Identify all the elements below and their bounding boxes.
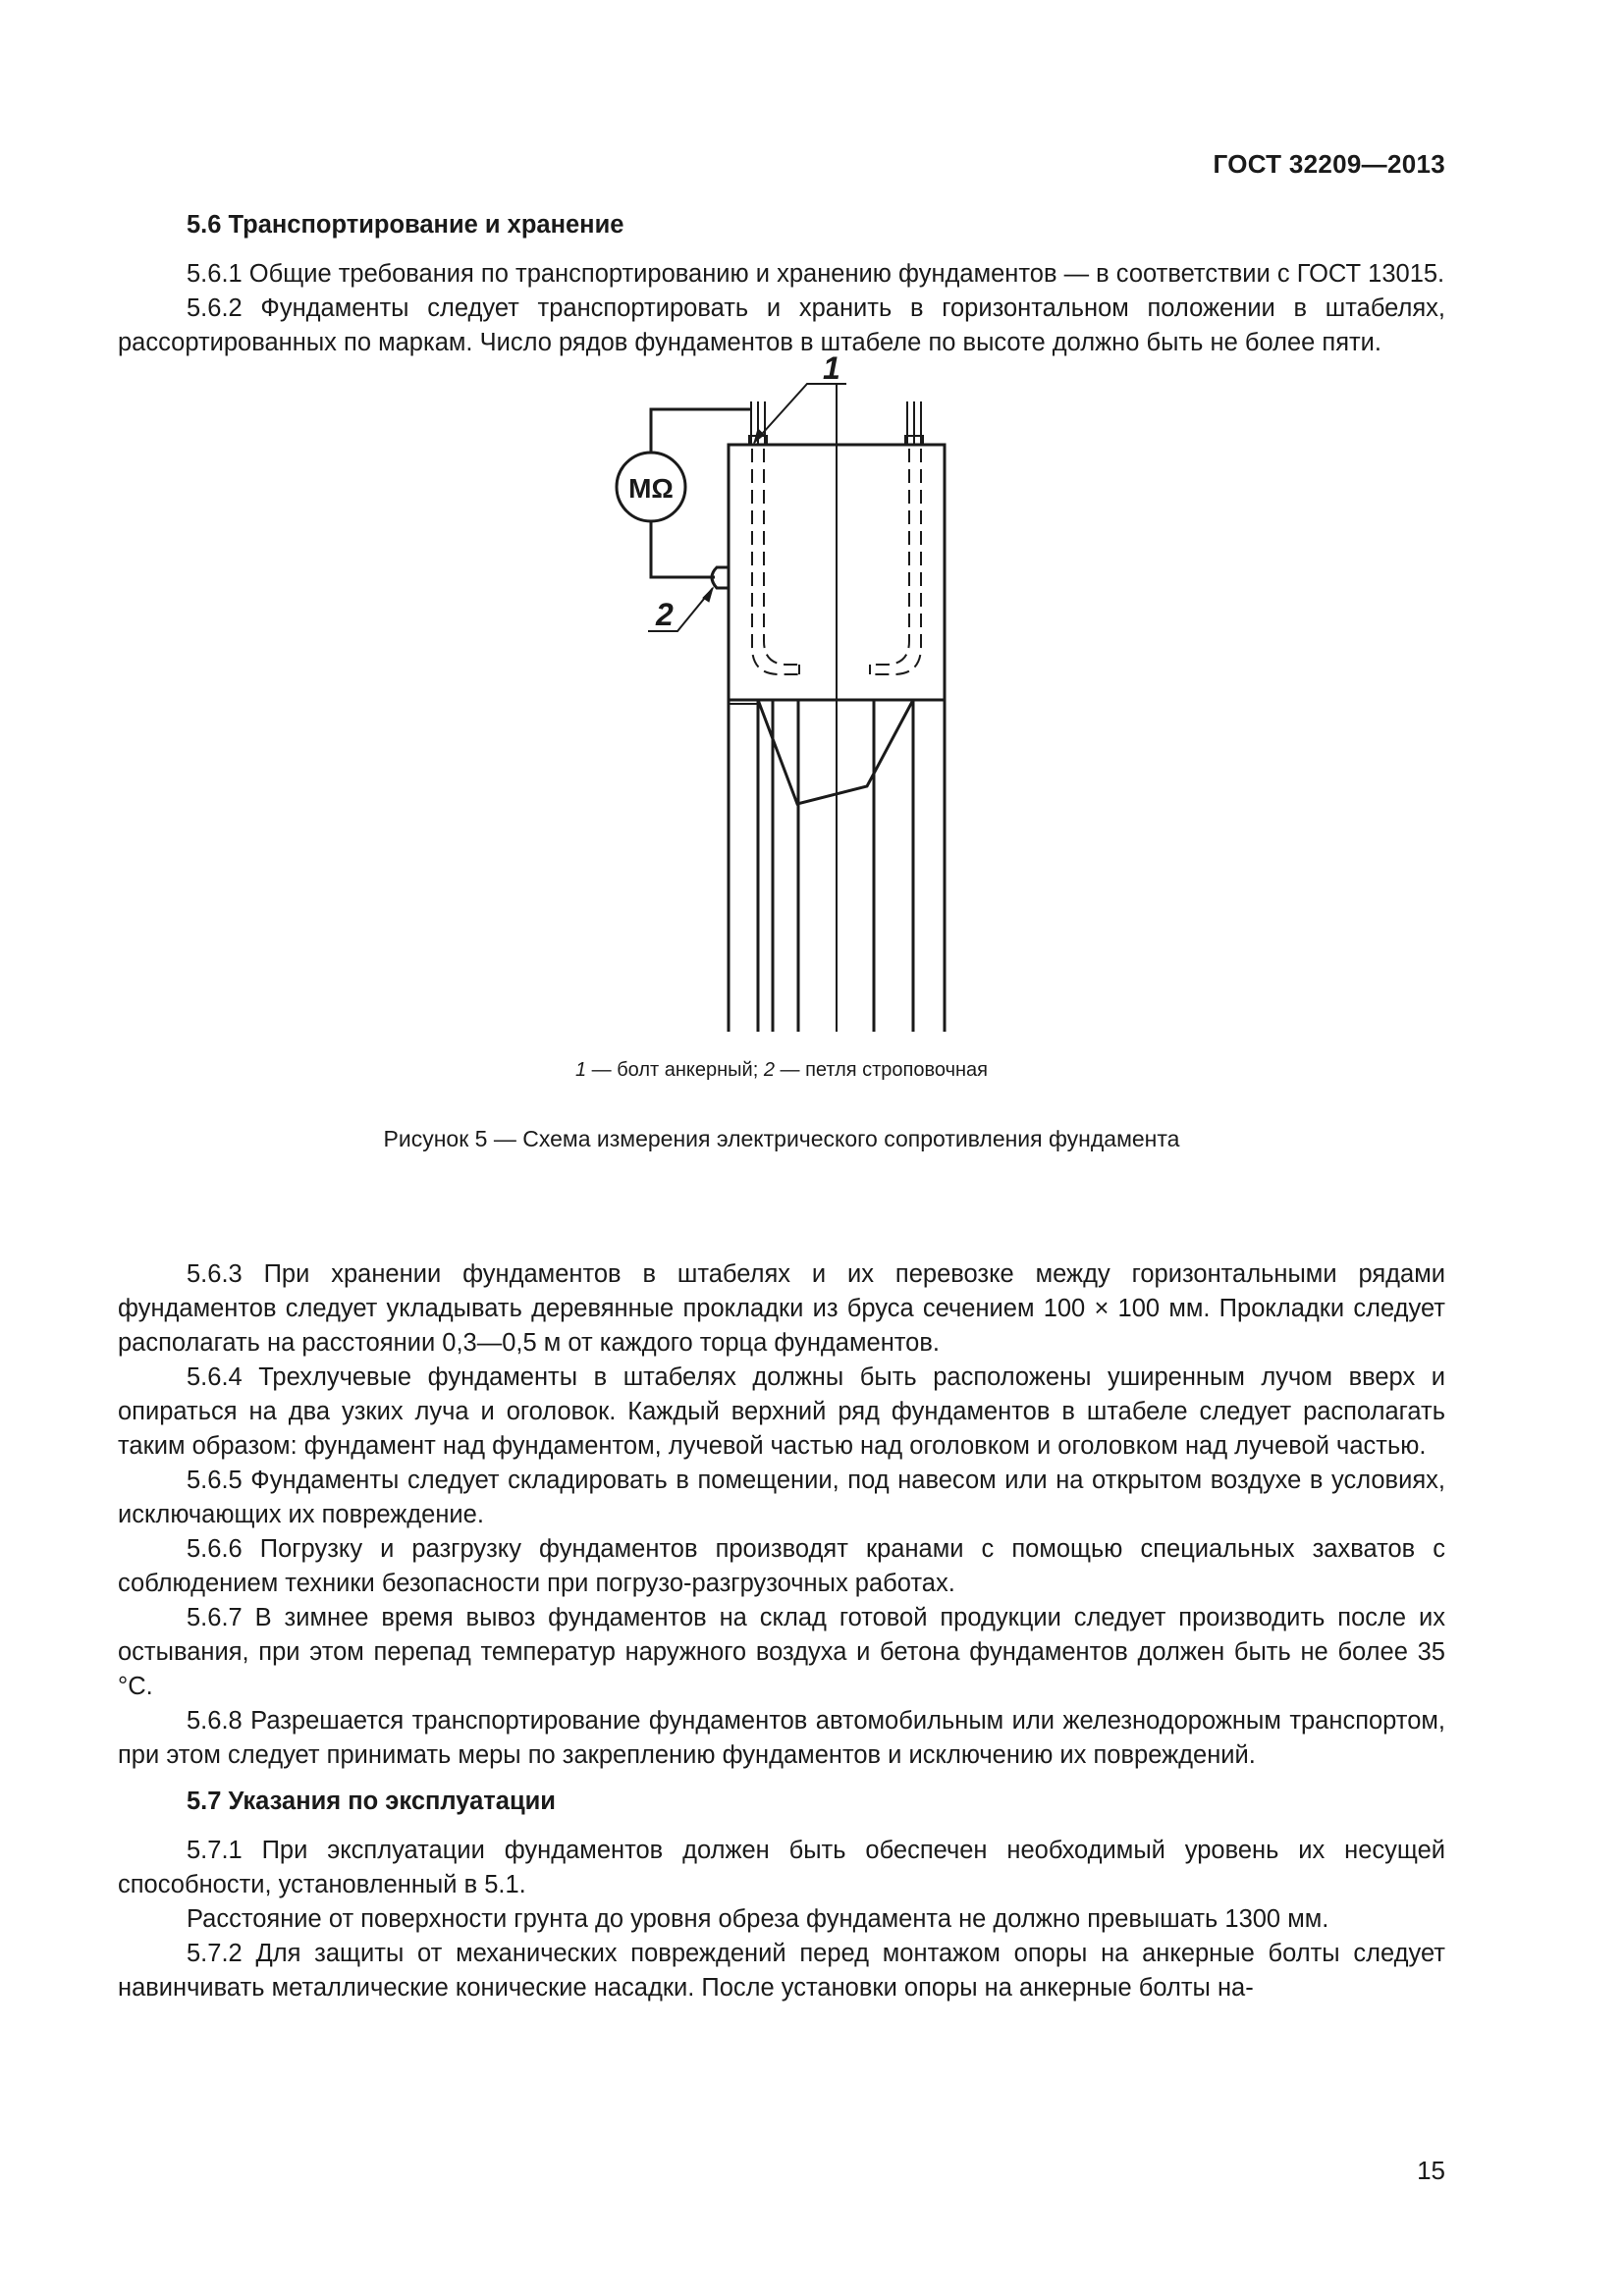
paragraph-5-6-4: 5.6.4 Трехлучевые фундаменты в штабелях должны быть расположены уширенным лучом вверх и опираться на два узких луча и оголовок. Каждый верхний ряд фундаментов в штабеле следует располагать таким образом: фундамент над фундаментом, лучевой частью над оголовком и оголовком над лучевой частью.: [118, 1363, 1445, 1460]
paragraph-5-6-8: 5.6.8 Разрешается транспортирование фундаментов автомобильным или железнодорожным транспортом, при этом следует принимать меры по закреплению фундаментов и исключению их повреждений.: [118, 1707, 1445, 1769]
wire-bottom: [651, 521, 715, 577]
paragraph-5-6-7: 5.6.7 В зимнее время вывоз фундаментов на склад готовой продукции следует производить после их остывания, при этом перепад температур наружного воздуха и бетона фундаментов должен быть не более 35 °C.: [118, 1604, 1445, 1700]
embedded-bolt-left: [752, 449, 799, 674]
section-5-6-heading: 5.6 Транспортирование и хранение: [187, 211, 624, 239]
legend-text-1: — болт анкерный;: [586, 1059, 764, 1081]
embedded-bolt-right: [870, 449, 921, 674]
foundation-resistance-diagram: [118, 350, 1445, 1041]
paragraph-5-7-2: 5.7.2 Для защиты от механических повреждений перед монтажом опоры на анкерные болты следует навинчивать металлические конические насадки. После установки опоры на анкерные болты на-: [118, 1940, 1445, 2002]
paragraph-5-7-1-cont: Расстояние от поверхности грунта до уровня обреза фундамента не должно превышать 1300 мм.: [187, 1905, 1329, 1933]
megohmmeter-label: MΩ: [628, 473, 674, 504]
legend-text-2: — петля строповочная: [774, 1059, 989, 1081]
paragraph-5-6-6: 5.6.6 Погрузку и разгрузку фундаментов производят кранами с помощью специальных захватов с соблюдением техники безопасности при погрузо-разгрузочных работах.: [118, 1535, 1445, 1597]
document-number: ГОСТ 32209—2013: [1213, 149, 1445, 179]
figure-5: [118, 350, 1445, 1257]
page-number: 15: [1417, 2156, 1445, 2185]
callout-2: 2: [656, 597, 674, 632]
section-5-7-heading: 5.7 Указания по эксплуатации: [187, 1788, 556, 1815]
callout-1: 1: [823, 350, 840, 386]
figure-legend: [118, 1057, 1445, 1083]
figure-caption: Рисунок 5 — Схема измерения электрического сопротивления фундамента: [383, 1126, 1180, 1151]
paragraph-5-6-3: 5.6.3 При хранении фундаментов в штабелях и их перевозке между горизонтальными рядами фундаментов следует укладывать деревянные прокладки из бруса сечением 100 × 100 мм. Прокладки следует располагать на расстоянии 0,3—0,5 м от каждого торца фундаментов.: [118, 1260, 1445, 1357]
callout-1-leader: [754, 384, 846, 443]
legend-number-2: 2: [763, 1059, 775, 1081]
paragraph-5-7-1: 5.7.1 При эксплуатации фундаментов должен быть обеспечен необходимый уровень их несущей способности, установленный в 5.1.: [118, 1837, 1445, 1898]
paragraph-5-6-5: 5.6.5 Фундаменты следует складировать в помещении, под навесом или на открытом воздухе в условиях, исключающих их повреждение.: [118, 1467, 1445, 1528]
paragraph-5-6-1: 5.6.1 Общие требования по транспортированию и хранению фундаментов — в соответствии с ГОСТ 13015.: [187, 260, 1445, 288]
page-content: [118, 208, 1445, 2005]
legend-number-1: 1: [574, 1059, 587, 1081]
paragraph-5-6-2: 5.6.2 Фундаменты следует транспортировать и хранить в горизонтальном положении в штабелях, рассортированных по маркам. Число рядов фундаментов в штабеле по высоте должно быть не более пяти.: [118, 294, 1445, 356]
